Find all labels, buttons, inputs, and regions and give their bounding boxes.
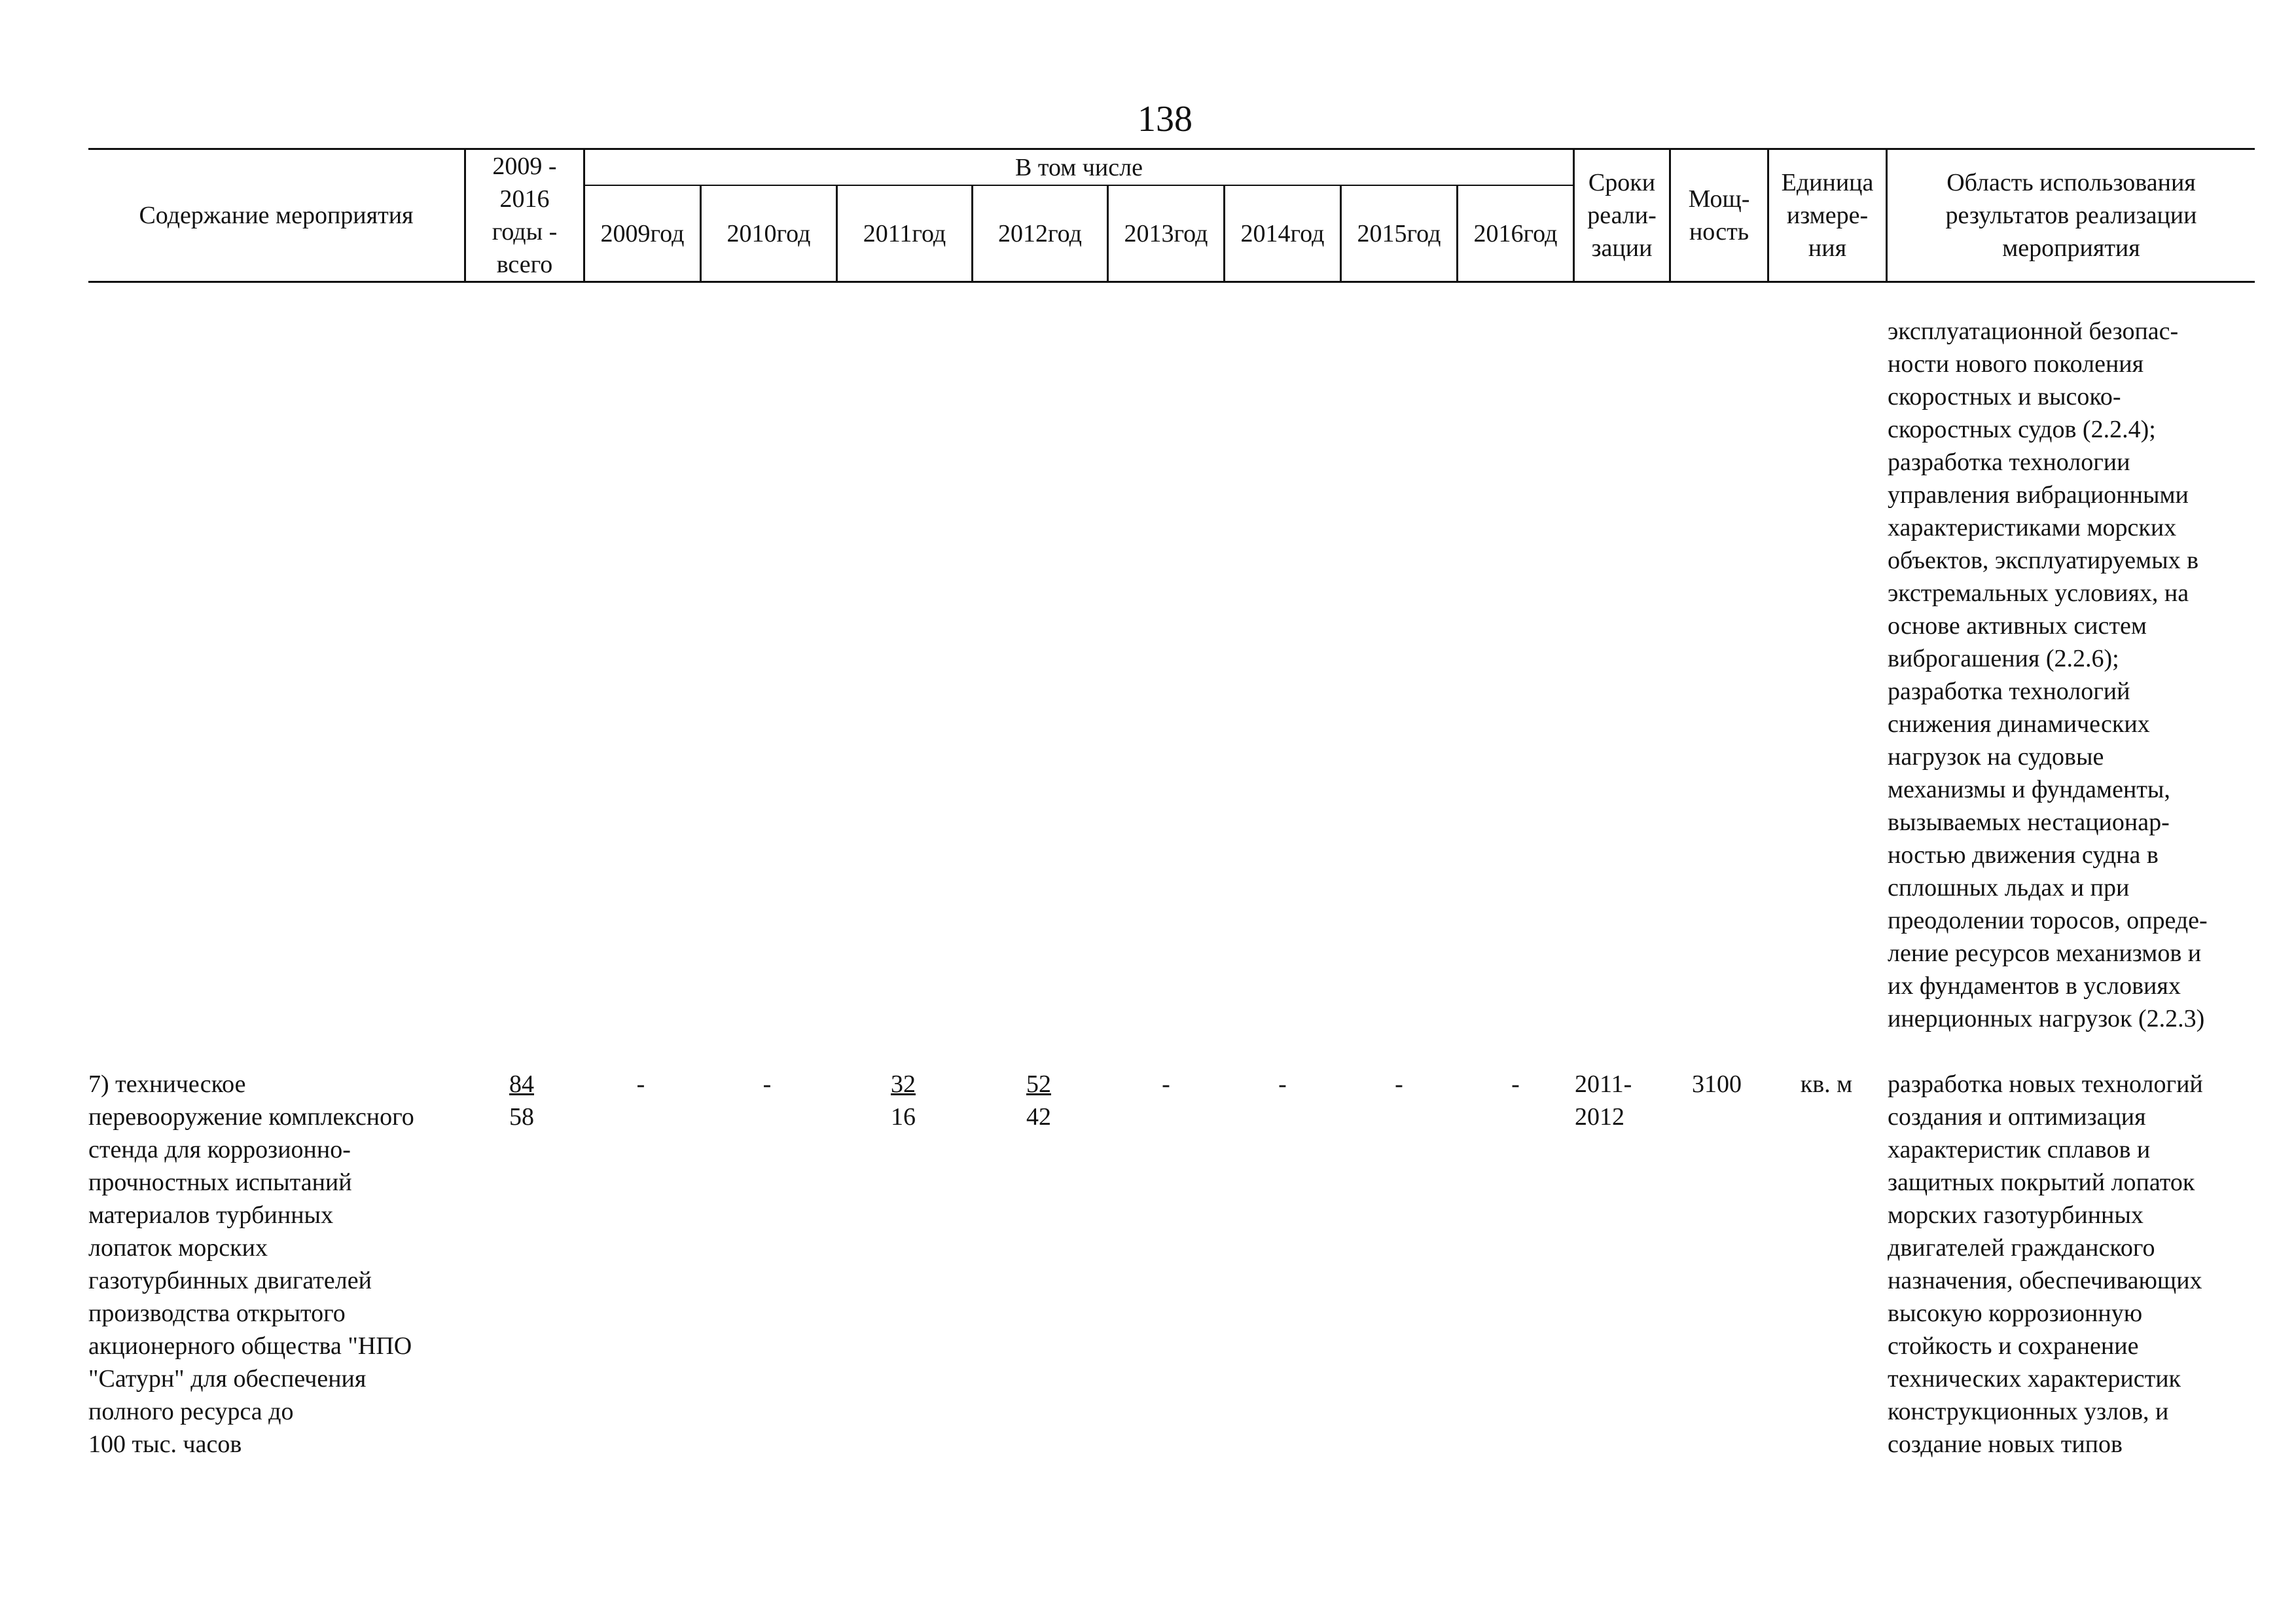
row7-2015: - [1395, 1070, 1403, 1098]
row7-2014: - [1278, 1070, 1287, 1098]
header-unit: Единица измере- ния [1781, 169, 1874, 262]
row7-total-bottom: 58 [509, 1103, 534, 1131]
row7-2011-top: 32 [891, 1070, 916, 1098]
row7-capacity: 3100 [1692, 1070, 1742, 1098]
header-year-2016: 2016 год [1473, 220, 1558, 247]
area-continuation-text: эксплуатационной безопас- ности нового поколения скоростных и высоко- скоростных судов (2.2.4); разработка технологии управления вибрационными характеристиками морских объектов, эксплуатируемых в экстремальных условиях, на основе активных систем виброгашения (2.2.6); разработка технологий снижения динамических нагрузок на судовые механизмы и фундаменты, вызываемых нестационар- ностью движения судна в сплошных льдах и при преодолении торосов, опреде- ление ресурсов механизмов и их фундаментов в условиях инерционных нагрузок (2.2.3) [1888, 318, 2208, 1032]
row7-content: 7) техническое перевооружение комплексного стенда для коррозионно- прочностных испытаний материалов турбинных лопаток морских газотурбинных двигателей производства открытого акционерного общества "НПО "Сатурн" для обеспечения полного ресурса до 100 тыс. часов [88, 1070, 414, 1458]
row7-terms: 2011- 2012 [1575, 1070, 1632, 1131]
page-number: 138 [1138, 99, 1193, 139]
header-year-2010: 2010 год [726, 220, 811, 247]
header-year-2011: 2011 год [863, 220, 946, 247]
row7-total [466, 1068, 577, 1133]
row7-2013: - [1162, 1070, 1170, 1098]
header-area: Область использования результатов реализации мероприятия [1945, 169, 2197, 262]
row7-2011-bottom: 16 [891, 1103, 916, 1131]
row7-2011 [838, 1068, 969, 1133]
header-year-2013: 2013 год [1124, 220, 1208, 247]
row7-2012-bottom: 42 [1026, 1103, 1051, 1131]
row7-2012 [973, 1068, 1104, 1133]
header-year-2015: 2015 год [1357, 220, 1441, 247]
row7-area: разработка новых технологий создания и оптимизация характеристик сплавов и защитных покрытий лопаток морских газотурбинных двигателей гражданского назначения, обеспечивающих высокую коррозионную стойкость и сохранение технических характеристик конструкционных узлов, и создание новых типов [1888, 1070, 2203, 1458]
row7-2010: - [762, 1070, 772, 1098]
row7-2009: - [636, 1070, 645, 1098]
header-year-2009: 2009 год [600, 220, 685, 247]
header-total: 2009 - 2016 годы - всего [492, 153, 558, 278]
row7-unit: кв. м [1800, 1070, 1853, 1098]
header-capacity: Мощ- ность [1688, 185, 1750, 246]
row7-total-top: 84 [509, 1070, 534, 1098]
row7-2012-top: 52 [1026, 1070, 1051, 1098]
row7-2016: - [1511, 1070, 1520, 1098]
header-content: Содержание мероприятия [139, 202, 414, 229]
header-including: В том числе [1015, 153, 1143, 181]
header-year-2014: 2014 год [1240, 220, 1325, 247]
header-year-2012: 2012 год [998, 220, 1082, 247]
header-terms: Сроки реали- зации [1587, 169, 1657, 262]
